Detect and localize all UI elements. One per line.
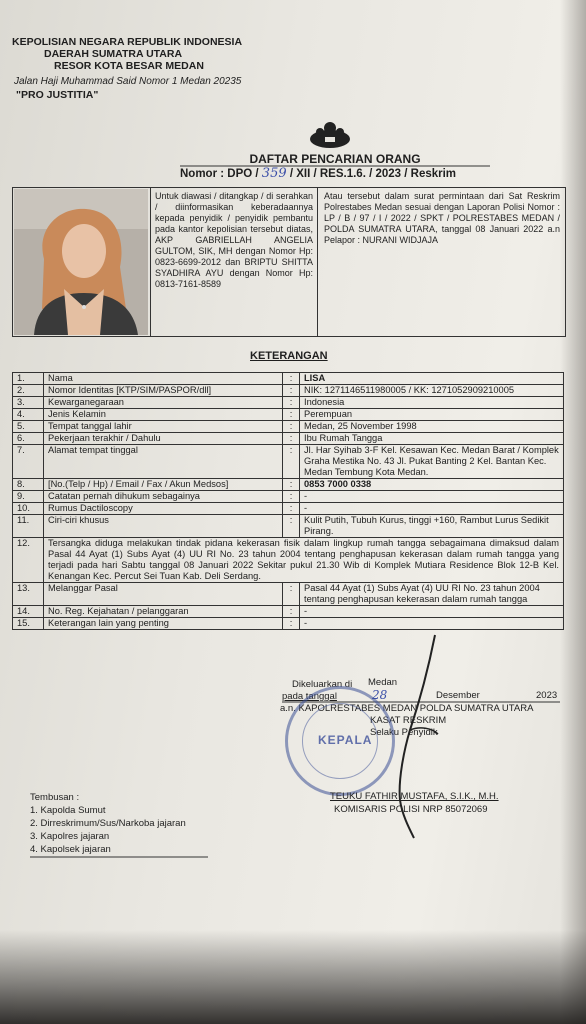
signatory-rank: KOMISARIS POLISI NRP 85072069 [334,804,488,815]
position-title: KASAT RESKRIM [370,715,447,726]
header-line-2: DAERAH SUMATRA UTARA [44,48,183,60]
header-address: Jalan Haji Muhammad Said Nomor 1 Medan 20235 [14,76,242,87]
row-number: 4. [13,409,44,421]
row-value: Medan, 25 November 1998 [300,421,564,433]
row-value: - [300,606,564,618]
tembusan-item: 2. Dirreskrimum/Sus/Narkoba jajaran [30,818,186,829]
stamp-text: KEPALA [318,733,373,747]
table-row [13,503,564,515]
row-label: Rumus Dactiloscopy [44,503,283,515]
row-colon: : [283,445,300,479]
table-row [13,373,564,385]
an-line: a.n. KAPOLRESTABES MEDAN POLDA SUMATRA UTARA [280,703,534,714]
row-value: Pasal 44 Ayat (1) Subs Ayat (4) UU RI No. 23 tahun 2004 tentang penghapusan kekerasan dalam rumah tangga [300,583,564,606]
keterangan-table [12,372,564,630]
row-label: Melanggar Pasal [44,583,283,606]
document-title: DAFTAR PENCARIAN ORANG [249,152,421,166]
table-row [13,433,564,445]
table-row [13,491,564,503]
tembusan-item: 3. Kapolres jajaran [30,831,110,842]
header-motto: "PRO JUSTITIA" [16,89,99,101]
row-colon: : [283,515,300,538]
instruction-text: Untuk diawasi / ditangkap / di serahkan / diinformasikan keberadaannya kepada penyidik / penyidik pembantu pada kantor kepolisian tersebut diatas, AKP GABRIELLAH ANGELIA GULTOM, SIK, MH dengan Nomor Hp: 0823-6699-2012 dan BRIPTU SHITTA SYADHIRA AYU dengan Nomor Hp: 0813-7161-8589 [150,188,318,336]
row-colon: : [283,583,300,606]
row-number: 8. [13,479,44,491]
row-colon: : [283,433,300,445]
document-number [180,166,456,181]
signatory-name: TEUKU FATHIR MUSTAFA, S.I.K., M.H. [330,791,499,802]
page-edge-shadow [560,0,586,1024]
row-number: 3. [13,397,44,409]
bottom-shadow [0,930,586,1024]
row-value: - [300,503,564,515]
number-prefix: Nomor : DPO / [180,168,259,180]
row-value: - [300,491,564,503]
row-colon: : [283,385,300,397]
row-number: 10. [13,503,44,515]
row-colon: : [283,373,300,385]
keterangan-heading: KETERANGAN [250,350,328,362]
row-colon: : [283,491,300,503]
row-label: Alamat tempat tinggal [44,445,283,479]
row-colon: : [283,421,300,433]
row-number: 9. [13,491,44,503]
request-text: Atau tersebut dalam surat permintaan dari Sat Reskrim Polrestabes Medan sesuai dengan Laporan Polisi Nomor : LP / B / 97 / I / 2022 / SPKT / POLRESTABES MEDAN / POLDA SUMATRA UTARA, tanggal 08 Januari 2022 a.n Pelapor : NURANI WIDJAJA [324,191,560,245]
position-role: Selaku Penyidik [370,727,438,738]
row-number: 7. [13,445,44,479]
suspect-photo [14,189,148,335]
row-colon: : [283,479,300,491]
header-line-1: KEPOLISIAN NEGARA REPUBLIK INDONESIA [12,36,243,48]
table-row [13,421,564,433]
row-colon: : [283,397,300,409]
tembusan-item: 4. Kapolsek jajaran [30,844,111,855]
row-value: Ibu Rumah Tangga [300,433,564,445]
row-label: Keterangan lain yang penting [44,618,283,630]
number-handwritten: 359 [261,166,287,181]
row-colon: : [283,606,300,618]
top-info-box [12,187,566,337]
row-value: Kulit Putih, Tubuh Kurus, tinggi +160, Rambut Lurus Sedikit Pirang. [300,515,564,538]
table-row [13,515,564,538]
header-line-3: RESOR KOTA BESAR MEDAN [54,60,204,72]
date-label: pada tanggal [282,691,337,702]
table-row [13,385,564,397]
table-row [13,606,564,618]
row-label: Nomor Identitas [KTP/SIM/PASPOR/dll] [44,385,283,397]
row-colon: : [283,409,300,421]
date-year: 2023 [536,690,558,701]
row-label: Pekerjaan terakhir / Dahulu [44,433,283,445]
row-label: Tempat tanggal lahir [44,421,283,433]
row-value: Indonesia [300,397,564,409]
row-number: 12. [13,538,44,583]
row-number: 11. [13,515,44,538]
case-description: Tersangka diduga melakukan tindak pidana kekerasan fisik dalam lingkup rumah tangga sebagaimana dimaksud dalam Pasal 44 Ayat (1) Subs Ayat (4) UU RI No. 23 tahun 2004 tentang penghapusan kekerasan dalam rumah tangga yang terjadi pada hari Sabtu tanggal 08 Januari 2022 Sekitar pukul 21.30 Wib di Komplek Mutiara Residence Blok 12-B Kel. Kenangan Kec. Percut Sei Tuan Kab. Deli Serdang. [44,538,564,583]
row-label: No. Reg. Kejahatan / pelanggaran [44,606,283,618]
police-emblem-icon [306,118,354,150]
table-row [13,445,564,479]
row-number: 5. [13,421,44,433]
row-value: - [300,618,564,630]
row-colon: : [283,618,300,630]
issued-at-label: Dikeluarkan di [292,679,353,690]
row-label: Jenis Kelamin [44,409,283,421]
row-colon: : [283,503,300,515]
table-row [13,409,564,421]
row-label: Ciri-ciri khusus [44,515,283,538]
row-value: NIK: 1271146511980005 / KK: 1271052909210005 [300,385,564,397]
row-value: Perempuan [300,409,564,421]
tembusan-label: Tembusan : [30,792,80,803]
row-number: 1. [13,373,44,385]
tembusan-item: 1. Kapolda Sumut [30,805,106,816]
row-value: Jl. Har Syihab 3-F Kel. Kesawan Kec. Medan Barat / Komplek Graha Mestika No. 43 Jl. Pukat Banting 2 Kel. Bantan Kec. Medan Tembung Kota Medan. [300,445,564,479]
table-row [13,479,564,491]
row-label: Catatan pernah dihukum sebagainya [44,491,283,503]
date-day: 28 [372,688,388,702]
row-label: [No.(Telp / Hp) / Email / Fax / Akun Medsos] [44,479,283,491]
issued-at: Medan [368,677,398,688]
row-number: 2. [13,385,44,397]
date-month: Desember [436,690,480,701]
row-number: 14. [13,606,44,618]
number-suffix: / XII / RES.1.6. / 2023 / Reskrim [289,168,457,180]
table-row [13,583,564,606]
table-row [13,618,564,630]
official-stamp [285,686,395,796]
row-value: 0853 7000 0338 [300,479,564,491]
row-number: 13. [13,583,44,606]
row-number: 15. [13,618,44,630]
table-row-description [13,538,564,583]
row-value: LISA [300,373,564,385]
row-number: 6. [13,433,44,445]
row-label: Kewarganegaraan [44,397,283,409]
tembusan-underline [30,856,208,858]
person-photo-illustration [14,189,148,335]
table-row [13,397,564,409]
row-label: Nama [44,373,283,385]
